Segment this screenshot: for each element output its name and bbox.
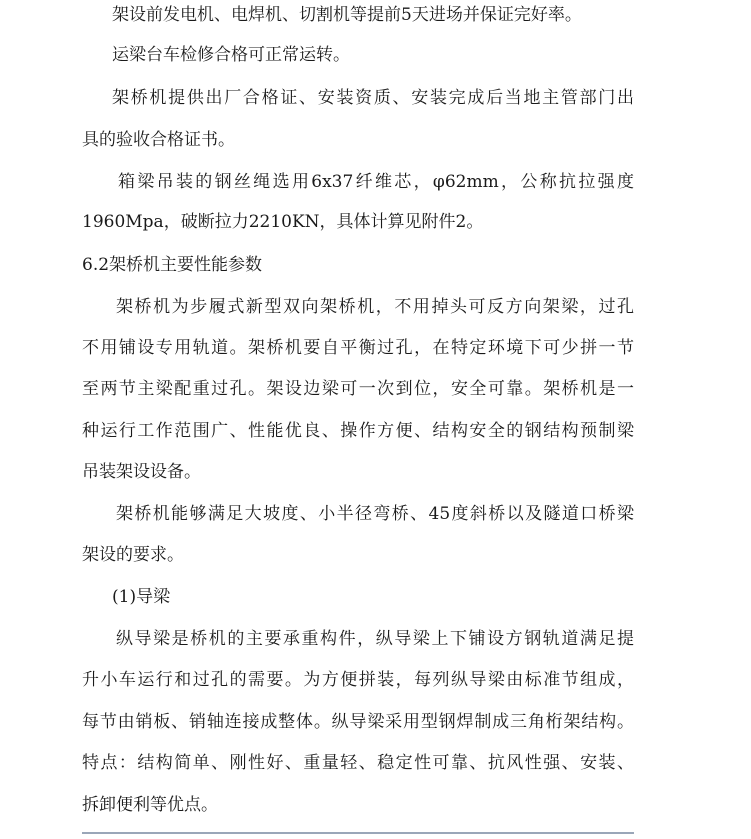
text-line-19: 特点：结构简单、刚性好、重量轻、稳定性可靠、抗风性强、安装、 — [82, 753, 634, 773]
text-line-1: 架设前发电机、电焊机、切割机等提前5天进场并保证完好率。 — [112, 5, 582, 25]
text-line-9: 不用铺设专用轨道。架桥机要自平衡过孔，在特定环境下可少拼一节 — [82, 338, 634, 358]
section-heading: 6.2架桥机主要性能参数 — [82, 255, 263, 275]
text-line-14: 架设的要求。 — [82, 545, 184, 565]
subsection-heading: (1)导梁 — [112, 587, 171, 607]
text-line-2: 运梁台车检修合格可正常运转。 — [112, 45, 350, 65]
text-line-10: 至两节主梁配重过孔。架设边梁可一次到位，安全可靠。架桥机是一 — [82, 379, 634, 399]
text-line-17: 升小车运行和过孔的需要。为方便拼装，每列纵导梁由标准节组成， — [82, 670, 634, 690]
text-line-4: 具的验收合格证书。 — [82, 130, 235, 150]
text-line-6: 1960Mpa，破断拉力2210KN，具体计算见附件2。 — [82, 212, 484, 232]
text-line-20: 拆卸便利等优点。 — [82, 795, 218, 815]
text-line-13: 架桥机能够满足大坡度、小半径弯桥、45度斜桥以及隧道口桥梁 — [116, 504, 634, 524]
text-line-8: 架桥机为步履式新型双向架桥机，不用掉头可反方向架梁，过孔 — [116, 297, 634, 317]
text-line-12: 吊装架设设备。 — [82, 462, 201, 482]
text-line-3: 架桥机提供出厂合格证、安装资质、安装完成后当地主管部门出 — [112, 88, 634, 108]
text-line-16: 纵导梁是桥机的主要承重构件，纵导梁上下铺设方钢轨道满足提 — [116, 629, 634, 649]
text-line-18: 每节由销板、销轴连接成整体。纵导梁采用型钢焊制成三角桁架结构。 — [82, 712, 634, 732]
text-line-5: 箱梁吊装的钢丝绳选用6x37纤维芯，φ62mm，公称抗拉强度 — [118, 172, 634, 192]
text-line-11: 种运行工作范围广、性能优良、操作方便、结构安全的钢结构预制梁 — [82, 421, 634, 441]
footer-divider — [82, 832, 634, 834]
